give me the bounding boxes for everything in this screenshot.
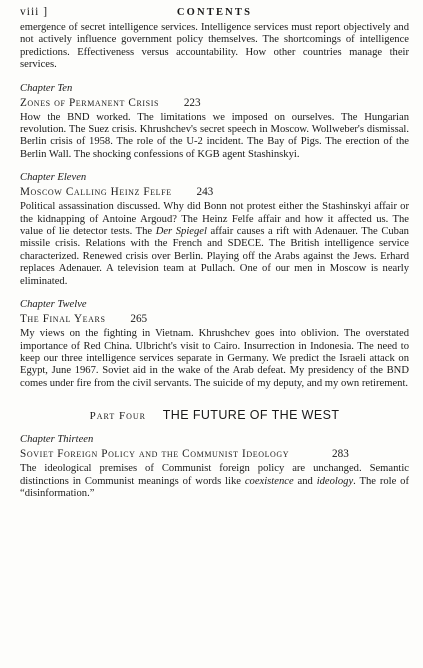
chapter-title: Soviet Foreign Policy and the Communist Ideology xyxy=(20,448,290,461)
chapter-title-row xyxy=(20,447,409,461)
summary-text: Political assassination discussed. Why did Bonn not protest either the Stashinskyi affair or the kidnapping of Antoine Argoud? The Heinz Felfe affair and how it affected us. The value of lie detector tests. The xyxy=(20,201,409,238)
page-folio: viii ] xyxy=(20,6,49,18)
chapter-label: Chapter Twelve xyxy=(20,299,87,311)
summary-text: and xyxy=(293,475,317,487)
chapter-title: The Final Years xyxy=(20,313,106,326)
chapter-page-number: 243 xyxy=(196,186,214,199)
chapter-label: Chapter Ten xyxy=(20,82,73,94)
chapter-page-number: 283 xyxy=(332,448,349,461)
chapter-page-number: 223 xyxy=(183,96,201,109)
part-label: Part Four xyxy=(89,410,147,423)
chapter-summary xyxy=(20,463,409,500)
chapter-title: Moscow Calling Heinz Felfe xyxy=(20,186,172,199)
chapter-summary xyxy=(20,201,409,288)
summary-emphasis: ideology xyxy=(316,475,354,487)
chapter-summary: My views on the fighting in Vietnam. Khrushchev goes into oblivion. The overstated importance of Red China. Ulbricht's visit to Cairo. Insurrection in Indonesia. The need to keep our three intelligence services separate in Germany. We predict the Israeli attack on Egypt, June 1967. Soviet aid in the wake of the Arab defeat. My presidency of the BND comes under fire from the civil servants. The suicide of my deputy, and my own retirement. xyxy=(20,328,409,389)
chapter-ten xyxy=(20,83,409,162)
chapter-title-row xyxy=(20,312,409,326)
chapter-summary: How the BND worked. The limitations we imposed on ourselves. The Hungarian revolution. The Suez crisis. Khrushchev's secret speech in Moscow. Wollweber's dismissal. Berlin crisis of 1958. The role of the U-2 incident. The Bay of Pigs. The erection of the Berlin Wall. The shocking confessions of KGB agent Stashinskyi. xyxy=(20,111,409,160)
chapter-title: Zones of Permanent Crisis xyxy=(20,96,160,109)
chapter-title-row xyxy=(20,96,409,110)
part-heading xyxy=(20,408,409,422)
chapter-label: Chapter Eleven xyxy=(20,172,87,184)
chapter-eleven xyxy=(20,172,409,288)
running-head xyxy=(20,0,409,22)
summary-text: . The role of “disinformation.” xyxy=(20,475,409,499)
summary-text: affair causes a rift with Adenauer. The Cuban missile crisis. Relations with the French and SDECE. The British intelligence service characterized. Renewed crisis over Berlin. Playing off the Arabs against the Jews. Erhard replaces Adenauer. A television team at Pullach. One of our men in Moscow is nearly eliminated. xyxy=(20,226,409,287)
chapter-twelve xyxy=(20,299,409,390)
intro-paragraph: emergence of secret intelligence services. Intelligence services must report objectively and not actively influence government policy themselves. The shortcomings of intelligence predictions. Effectiveness versus accountability. How other countries manage their services. xyxy=(20,22,409,71)
part-title: THE FUTURE OF THE WEST xyxy=(162,408,340,423)
chapter-title-row xyxy=(20,185,409,199)
running-head-title: CONTENTS xyxy=(176,7,253,18)
summary-text: The ideological premises of Communist foreign policy are unchanged. Semantic distinctions in Communist meanings of words like xyxy=(20,463,409,487)
chapter-page-number: 265 xyxy=(130,313,148,326)
summary-emphasis: coexistence xyxy=(244,475,294,487)
chapter-thirteen xyxy=(20,434,409,500)
chapter-label: Chapter Thirteen xyxy=(20,434,94,446)
summary-emphasis: Der Spiegel xyxy=(155,226,207,238)
